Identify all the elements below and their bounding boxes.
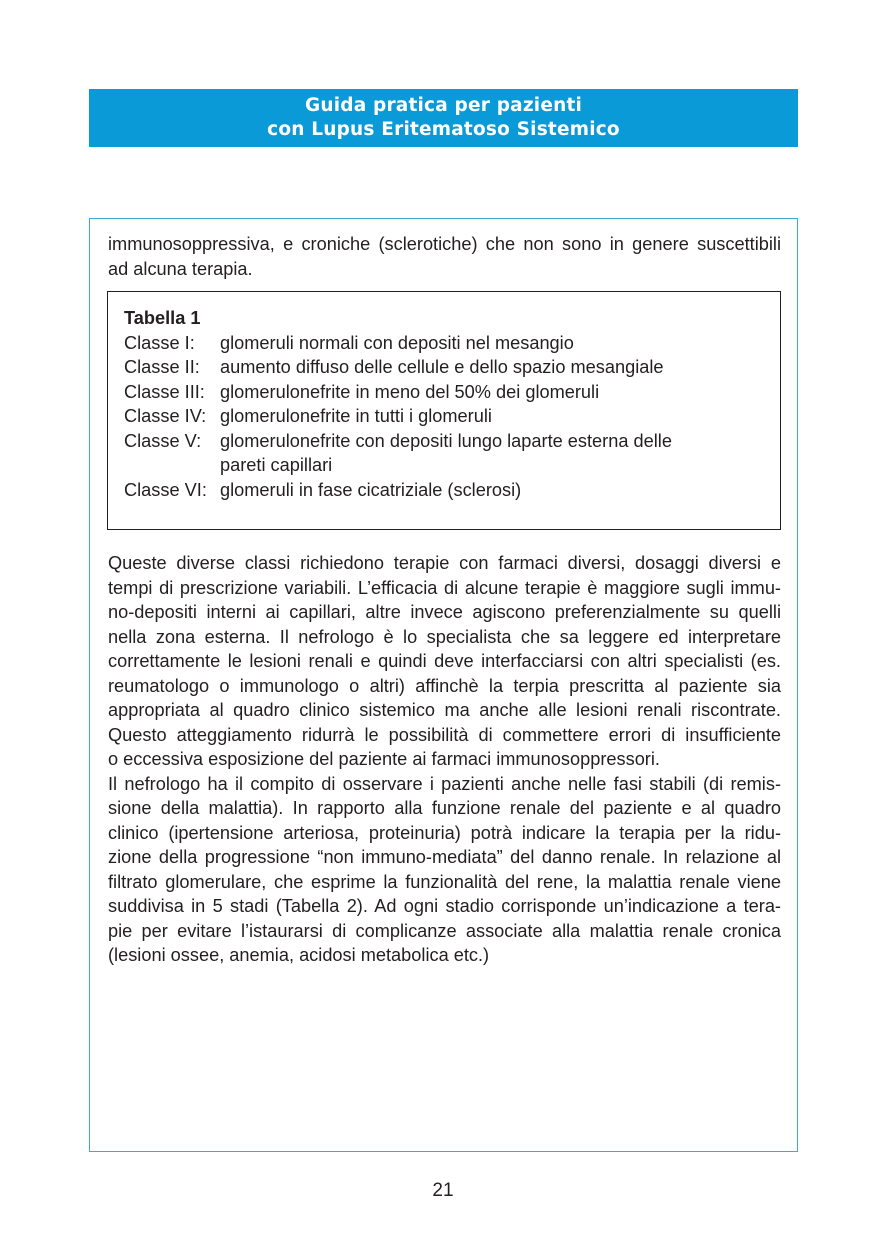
table-row — [124, 404, 764, 429]
class-description: glomeruli normali con depositi nel mesangio — [220, 332, 574, 353]
class-label: Classe V: — [124, 430, 202, 451]
table-row — [124, 380, 764, 405]
body-line: clinico (ipertensione arteriosa, proteinuria) potrà indicare la terapia per la ridu- — [108, 822, 781, 843]
body-line: correttamente le lesioni renali e quindi deve interfacciarsi con altri specialisti (es. — [108, 651, 781, 671]
class-description: glomerulonefrite in tutti i glomeruli — [220, 406, 492, 426]
body-line: (lesioni ossee, anemia, acidosi metabolica etc.) — [108, 945, 490, 965]
class-label: Classe I: — [124, 332, 195, 353]
table-row — [124, 429, 764, 478]
class-label: Classe III: — [124, 381, 205, 402]
intro-line: ad alcuna terapia. — [108, 258, 253, 279]
body-line: tempi di prescrizione variabili. L’efficacia di alcune terapie è maggiore sugli immu- — [108, 577, 781, 598]
table-row — [124, 478, 764, 503]
intro-line: immunosoppressiva, e croniche (sclerotiche) che non sono in genere suscettibili — [108, 234, 781, 254]
body-line: no-depositi interni ai capillari, altre invece agiscono preferenzialmente su quelli — [108, 602, 781, 622]
header-title-line2: con Lupus Eritematoso Sistemico — [267, 119, 620, 140]
header-banner — [89, 89, 798, 147]
intro-paragraph — [108, 232, 781, 281]
class-description: glomeruli in fase cicatriziale (sclerosi) — [220, 479, 522, 500]
header-title-line1: Guida pratica per pazienti — [304, 95, 583, 116]
body-line: filtrato glomerulare, che esprime la funzionalità del rene, la malattia renale viene — [108, 871, 781, 892]
body-line: pie per evitare l’istaurarsi di complicanze associate alla malattia renale cronica — [108, 920, 781, 941]
body-line: zione della progressione “non immuno-mediata” del danno renale. In relazione al — [108, 847, 781, 867]
body-line: Questo atteggiamento ridurrà le possibilità di commettere errori di insufficiente — [108, 724, 781, 745]
class-description: aumento diffuso delle cellule e dello spazio mesangiale — [220, 357, 664, 377]
body-line: Queste diverse classi richiedono terapie con farmaci diversi, dosaggi diversi e — [108, 553, 781, 573]
body-line: o eccessiva esposizione del paziente ai farmaci immunosoppressori. — [108, 749, 660, 769]
class-label: Classe IV: — [124, 406, 207, 426]
body-line: reumatologo o immunologo o altri) affinchè la terpia prescritta al paziente sia — [108, 675, 781, 696]
body-line: suddivisa in 5 stadi (Tabella 2). Ad ogni stadio corrisponde un’indicazione a tera- — [108, 896, 781, 916]
table-title: Tabella 1 — [124, 308, 201, 328]
body-line: sione della malattia). In rapporto alla funzione renale del paziente e al quadro — [108, 798, 781, 818]
page-number: 21 — [432, 1180, 454, 1201]
table-row — [124, 331, 764, 356]
class-description: glomerulonefrite in meno del 50% dei glomeruli — [220, 381, 600, 402]
body-line: nella zona esterna. Il nefrologo è lo specialista che sa leggere ed interpretare — [108, 626, 781, 647]
body-paragraph — [108, 551, 781, 968]
classification-table — [124, 306, 764, 502]
class-label: Classe VI: — [124, 479, 207, 500]
class-label: Classe II: — [124, 357, 200, 377]
table-row — [124, 355, 764, 380]
class-description: glomerulonefrite con depositi lungo laparte esterna delle pareti capillari — [220, 430, 672, 475]
body-line: Il nefrologo ha il compito di osservare i pazienti anche nelle fasi stabili (di remis- — [108, 773, 781, 794]
body-line: appropriata al quadro clinico sistemico ma anche alle lesioni renali riscontrate. — [108, 700, 781, 720]
